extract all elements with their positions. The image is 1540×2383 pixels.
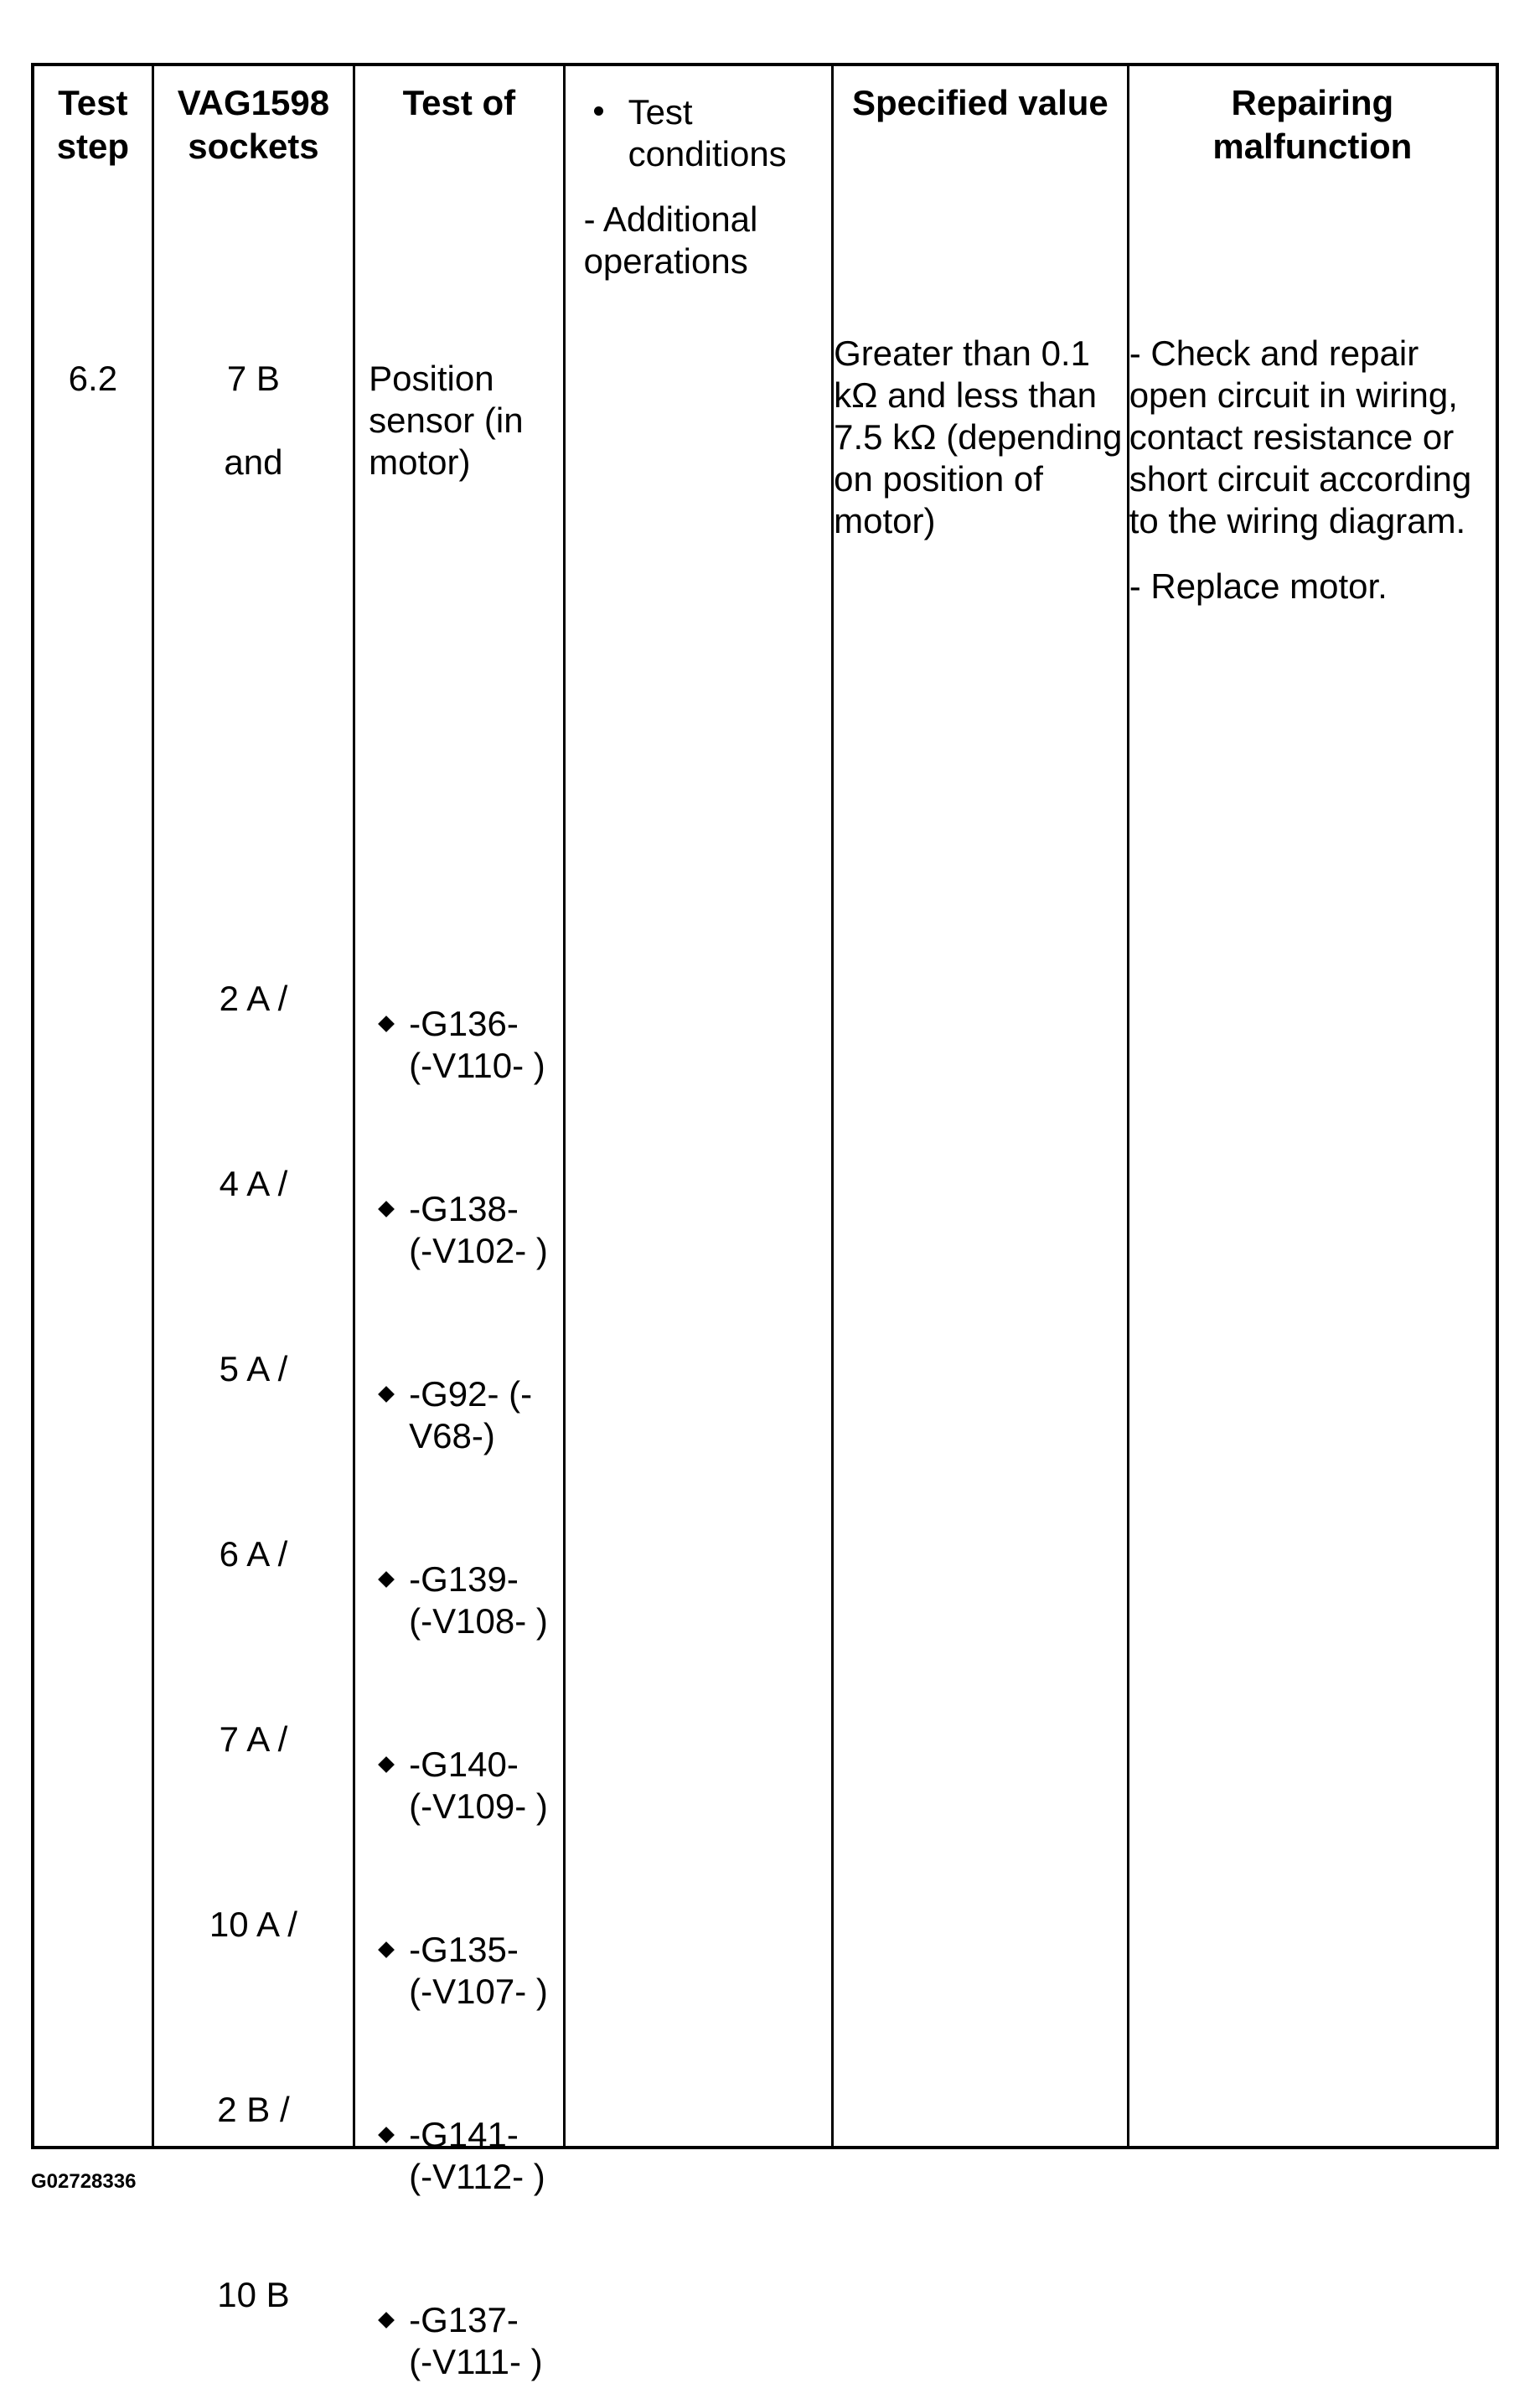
header-sockets: VAG1598 sockets [152,65,354,333]
header-additional-label: - Additional operations [583,199,758,281]
specified-value: Greater than 0.1 kΩ and less than 7.5 kΩ (depending on position of motor) [833,333,1129,2148]
diamond-bullet-icon [378,1386,395,1403]
component-label: -G141- (-V112- ) [409,2115,545,2196]
diamond-bullet-icon [378,1941,395,1958]
component-item [380,1003,551,1087]
socket-item: 6 A / [219,1534,288,1574]
diamond-bullet-icon [378,1756,395,1773]
socket-item: 10 A / [209,1905,297,1944]
diamond-bullet-icon [378,1201,395,1217]
component-item [380,1744,551,1827]
repair-cell [1128,333,1497,2148]
header-test-of: Test of [354,65,564,333]
test-of-cell [354,333,564,2381]
socket-main-1: 7 B [226,359,280,398]
table-row [33,333,1497,2148]
header-repairing: Repairing malfunction [1128,65,1497,333]
socket-item: 5 A / [219,1349,288,1388]
component-label: -G138- (-V102- ) [409,1189,548,1270]
conditions-cell [564,333,833,2148]
component-label: -G140- (-V109- ) [409,1745,548,1826]
component-item [380,1559,551,1642]
figure-code: G02728336 [31,2170,137,2193]
repair-step-2: - Replace motor. [1129,566,1388,606]
component-item [380,1188,551,1272]
header-row [33,65,1497,333]
header-conditions-label: Test conditions [628,92,787,173]
socket-item: 7 A / [219,1719,288,1759]
socket-item: 10 B [217,2275,290,2314]
header-test-step: Test step [33,65,152,333]
component-item [380,2299,551,2383]
component-item [380,1373,551,1457]
diamond-bullet-icon [378,2312,395,2329]
socket-item: 4 A / [219,1164,288,1203]
header-conditions [564,65,833,333]
diamond-bullet-icon [378,1016,395,1032]
bullet-icon [594,106,603,116]
repair-step-1: - Check and repair open circuit in wiring, contact resistance or short circuit according to the wiring diagram. [1129,333,1472,540]
sockets-cell [152,333,354,2314]
test-of-text: Position sensor (in motor) [369,359,524,482]
header-specified: Specified value [833,65,1129,333]
component-label: -G139- (-V108- ) [409,1559,548,1641]
component-item [380,1929,551,2013]
diamond-bullet-icon [378,1571,395,1588]
component-item [380,2114,551,2198]
component-label: -G135- (-V107- ) [409,1930,548,2011]
socket-item: 2 A / [219,979,288,1018]
step-number: 6.2 [33,333,152,2148]
component-label: -G92- (-V68-) [409,1374,533,1455]
component-label: -G137- (-V111- ) [409,2300,543,2381]
socket-item: 2 B / [217,2090,290,2129]
diamond-bullet-icon [378,2127,395,2143]
component-label: -G136- (-V110- ) [409,1004,545,1085]
socket-main-2: and [224,442,283,482]
